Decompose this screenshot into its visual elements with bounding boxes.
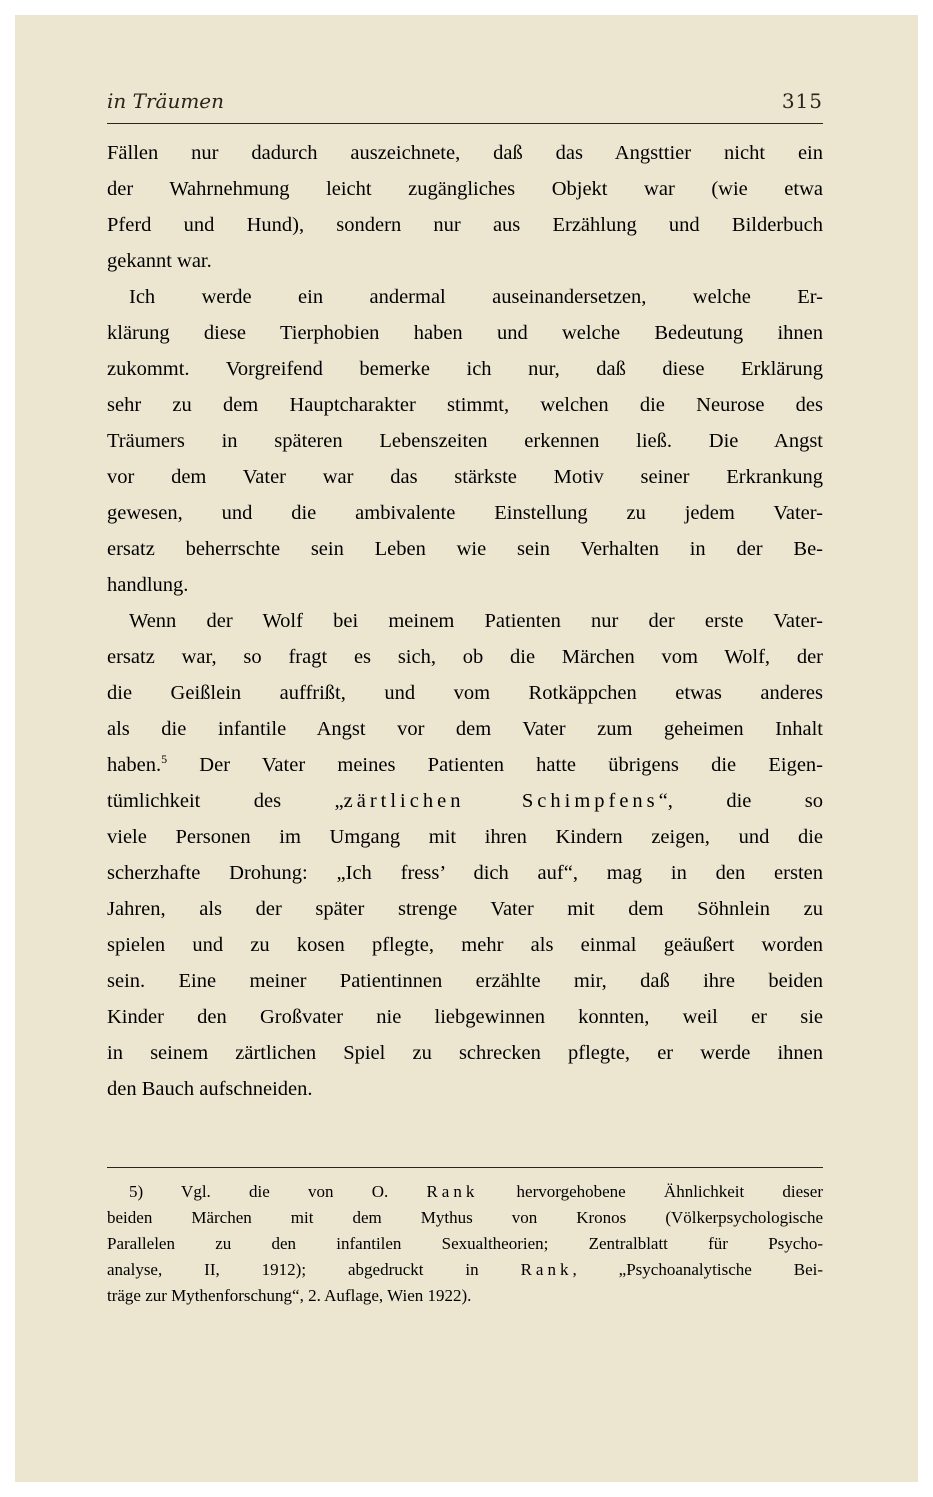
text-line: vor dem Vater war das stärkste Motiv seiner Erkrankung [107, 466, 823, 488]
footnote-line [107, 1179, 823, 1205]
running-title: in Träumen [107, 89, 225, 113]
text-segment: Der Vater meines Patienten hatte übrigens die Eigen- [167, 754, 823, 776]
text-line: handlung. [107, 574, 189, 596]
header-rule [107, 123, 823, 124]
text-segment: analyse, II, 1912); abgedruckt in [107, 1260, 521, 1279]
footnote-line: beiden Märchen mit dem Mythus von Kronos (Völkerpsychologische [107, 1208, 823, 1227]
text-line: Jahren, als der später strenge Vater mit dem Söhnlein zu [107, 898, 823, 920]
text-line: ersatz beherrschte sein Leben wie sein Verhalten in der Be- [107, 538, 823, 560]
text-line: in seinem zärtlichen Spiel zu schrecken pflegte, er werde ihnen [107, 1042, 823, 1064]
text-line: Wenn der Wolf bei meinem Patienten nur der erste Vater- [129, 610, 823, 632]
text-line: zukommt. Vorgreifend bemerke ich nur, daß diese Erklärung [107, 358, 823, 380]
footnote-line [107, 1257, 823, 1283]
text-segment: hervorgehobene Ähnlichkeit dieser [478, 1182, 823, 1201]
footnote-line: Parallelen zu den infantilen Sexualtheorien; Zentralblatt für Psycho- [107, 1234, 823, 1253]
text-line: sein. Eine meiner Patientinnen erzählte mir, daß ihre beiden [107, 970, 823, 992]
text-line: scherzhafte Drohung: „Ich fress’ dich auf“, mag in den ersten [107, 862, 823, 884]
text-segment: tümlichkeit des „ [107, 790, 344, 812]
footnote-line: träge zur Mythenforschung“, 2. Auflage, Wien 1922). [107, 1286, 472, 1305]
text-line: ersatz war, so fragt es sich, ob die Märchen vom Wolf, der [107, 646, 823, 668]
text-line: der Wahrnehmung leicht zugängliches Objekt war (wie etwa [107, 178, 823, 200]
text-line: gewesen, und die ambivalente Einstellung zu jedem Vater- [107, 502, 823, 524]
text-line: Träumers in späteren Lebenszeiten erkennen ließ. Die Angst [107, 430, 823, 452]
text-line: Pferd und Hund), sondern nur aus Erzählung und Bilderbuch [107, 214, 823, 236]
page-header [107, 85, 823, 119]
text-line: Fällen nur dadurch auszeichnete, daß das Angsttier nicht ein [107, 142, 823, 164]
spaced-emphasis: zärtlichen Schimpfens [343, 790, 659, 812]
spaced-emphasis: Rank [520, 1260, 573, 1279]
text-segment: , „Psychoanalytische Bei- [572, 1260, 823, 1279]
text-line: als die infantile Angst vor dem Vater zum geheimen Inhalt [107, 718, 823, 740]
text-line [107, 747, 823, 783]
text-line: sehr zu dem Hauptcharakter stimmt, welchen die Neurose des [107, 394, 823, 416]
text-line: Kinder den Großvater nie liebgewinnen konnten, weil er sie [107, 1006, 823, 1028]
text-segment: haben. [107, 754, 162, 776]
spaced-emphasis: Rank [426, 1182, 479, 1201]
main-text [107, 135, 823, 1107]
text-line [107, 783, 823, 819]
text-line: spielen und zu kosen pflegte, mehr als einmal geäußert worden [107, 934, 823, 956]
footnote-rule [107, 1167, 823, 1168]
text-line: klärung diese Tierphobien haben und welche Bedeutung ihnen [107, 322, 823, 344]
text-segment: 5) Vgl. die von O. [129, 1182, 427, 1201]
text-line: gekannt war. [107, 250, 212, 272]
footnote-marker[interactable]: 5 [161, 752, 168, 767]
text-line: viele Personen im Umgang mit ihren Kindern zeigen, und die [107, 826, 823, 848]
text-line: Ich werde ein andermal auseinandersetzen, welche Er- [129, 286, 823, 308]
text-line: den Bauch aufschneiden. [107, 1078, 313, 1100]
page-number: 315 [781, 89, 823, 113]
footnote-block [107, 1179, 823, 1309]
text-segment: “, die so [658, 790, 824, 812]
text-line: die Geißlein auffrißt, und vom Rotkäppchen etwas anderes [107, 682, 823, 704]
